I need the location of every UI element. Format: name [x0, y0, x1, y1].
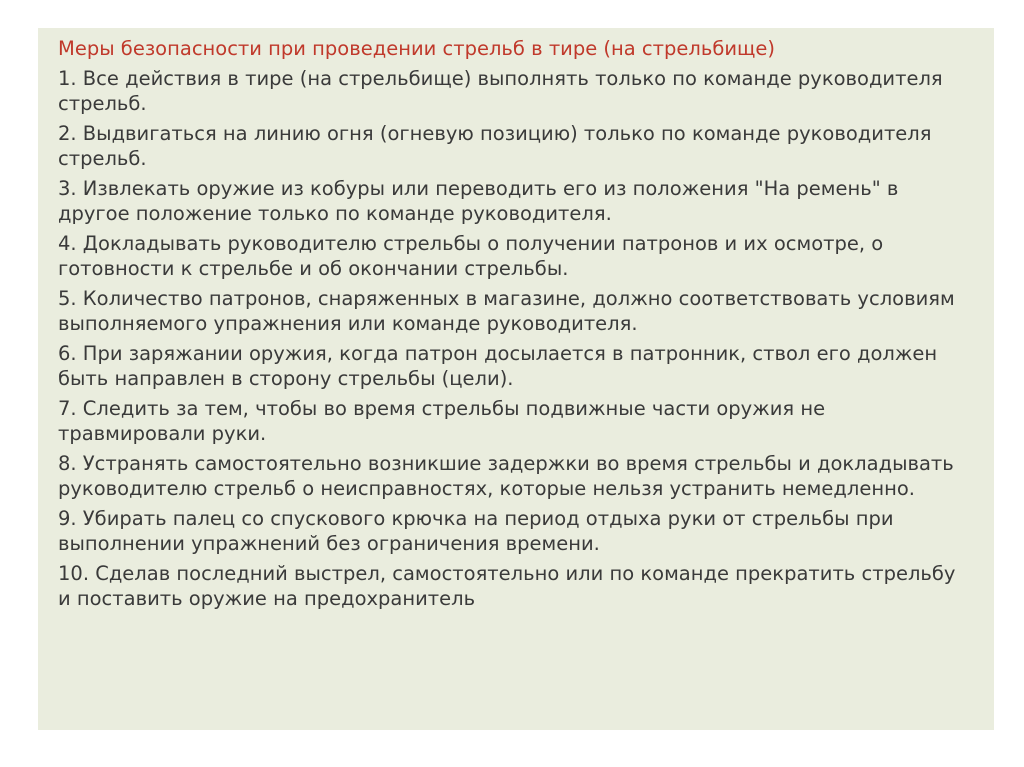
rule-item-8: 8. Устранять самостоятельно возникшие задержки во время стрельбы и докладывать руководителю стрельб о неисправностях, которые нельзя устранить немедленно.: [58, 452, 954, 500]
rule-item-4: 4. Докладывать руководителю стрельбы о получении патронов и их осмотре, о готовности к стрельбе и об окончании стрельбы.: [58, 232, 884, 280]
rule-item-10: 10. Сделав последний выстрел, самостоятельно или по команде прекратить стрельбу и поставить оружие на предохранитель: [58, 562, 956, 610]
rule-item-1: 1. Все действия в тире (на стрельбище) выполнять только по команде руководителя стрельб.: [58, 67, 943, 115]
rule-item-2: 2. Выдвигаться на линию огня (огневую позицию) только по команде руководителя стрельб.: [58, 122, 932, 170]
content-panel: [38, 28, 994, 730]
rule-item-3: 3. Извлекать оружие из кобуры или переводить его из положения "На ремень" в другое положение только по команде руководителя.: [58, 177, 899, 225]
rule-item-5: 5. Количество патронов, снаряженных в магазине, должно соответствовать условиям выполняемого упражнения или команде руководителя.: [58, 287, 955, 335]
slide-title: Меры безопасности при проведении стрельб в тире (на стрельбище): [58, 37, 776, 60]
rules-list: [58, 66, 972, 611]
rule-item-7: 7. Следить за тем, чтобы во время стрельбы подвижные части оружия не травмировали руки.: [58, 397, 826, 445]
rule-item-6: 6. При заряжании оружия, когда патрон досылается в патронник, ствол его должен быть направлен в сторону стрельбы (цели).: [58, 342, 938, 390]
rule-item-9: 9. Убирать палец со спускового крючка на период отдыха руки от стрельбы при выполнении упражнений без ограничения времени.: [58, 507, 894, 555]
